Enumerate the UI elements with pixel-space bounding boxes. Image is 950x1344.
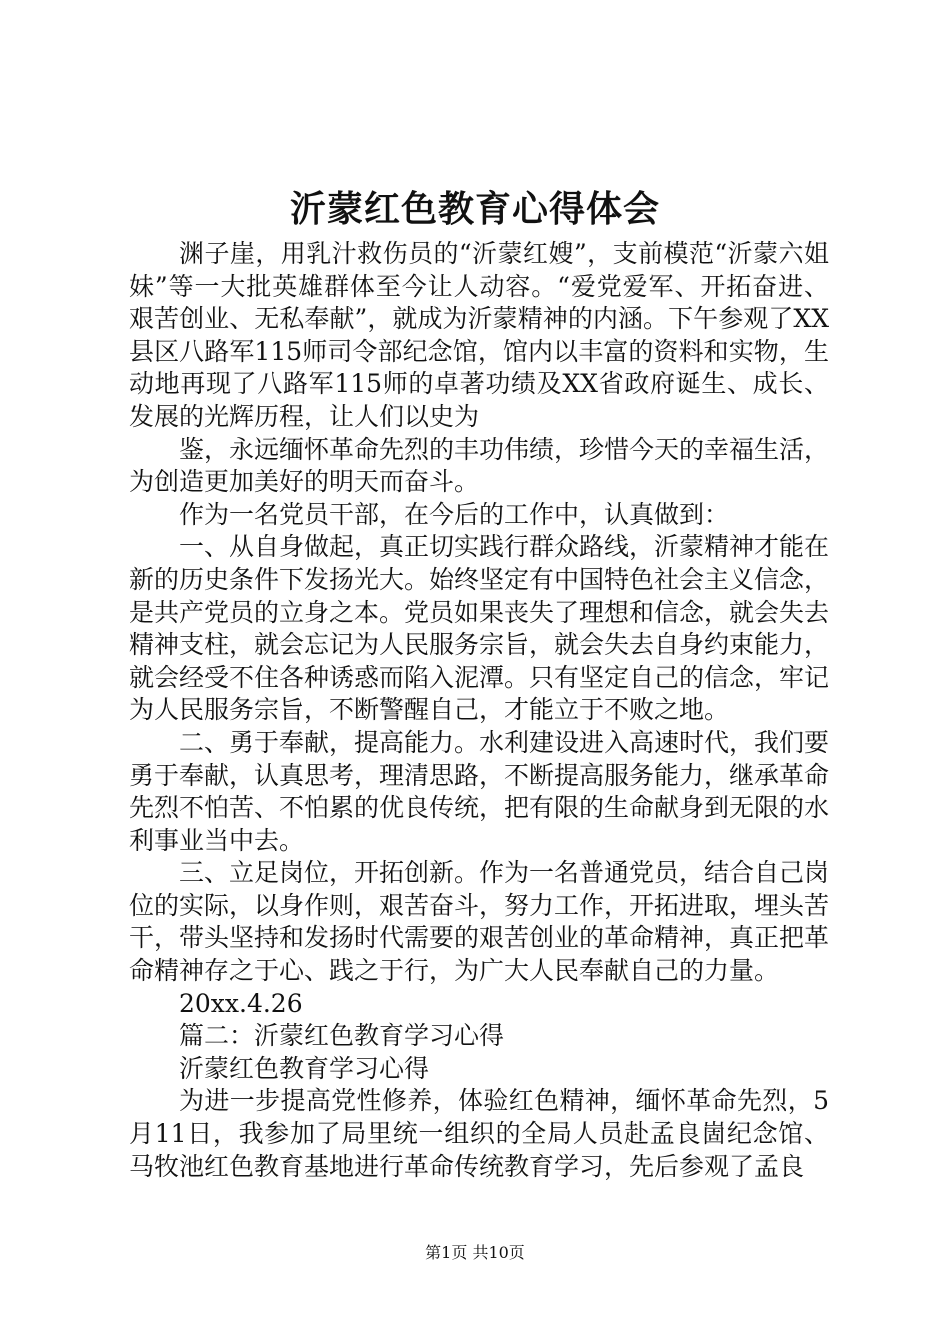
- paragraph: 为进一步提高党性修养，体验红色精神，缅怀革命先烈，5月11日，我参加了局里统一组织的全局人员赴孟良崮纪念馆、马牧池红色教育基地进行革命传统教育学习，先后参观了孟良: [129, 1086, 829, 1181]
- date-line: 20xx.4.26: [179, 988, 303, 1018]
- paragraph: 一、从自身做起，真正切实践行群众路线，沂蒙精神才能在新的历史条件下发扬光大。始终坚定有中国特色社会主义信念，是共产党员的立身之本。党员如果丧失了理想和信念，就会失去精神支柱，就会忘记为人民服务宗旨，就会失去自身约束能力，就会经受不住各种诱惑而陷入泥潭。只有坚定自己的信念，牢记为人民服务宗旨，不断警醒自己，才能立于不败之地。: [129, 532, 830, 725]
- document-body: [129, 238, 829, 1183]
- paragraph: 作为一名党员干部，在今后的工作中，认真做到：: [179, 499, 730, 529]
- section-heading: 篇二：沂蒙红色教育学习心得: [179, 1021, 505, 1051]
- section-subtitle: 沂蒙红色教育学习心得: [179, 1053, 430, 1083]
- paragraph: 渊子崖，用乳汁救伤员的“沂蒙红嫂”，支前模范“沂蒙六姐妹”等一大批英雄群体至今让人动容。“爱党爱军、开拓奋进、艰苦创业、无私奉献”，就成为沂蒙精神的内涵。下午参观了XX县区八路军115师司令部纪念馆，馆内以丰富的资料和实物，生动地再现了八路军115师的卓著功绩及XX省政府诞生、成长、发展的光辉历程，让人们以史为: [129, 239, 829, 431]
- document-title: 沂蒙红色教育心得体会: [289, 188, 660, 230]
- paragraph: 二、勇于奉献，提高能力。水利建设进入高速时代，我们要勇于奉献，认真思考，理清思路，不断提高服务能力，继承革命先烈不怕苦、不怕累的优良传统，把有限的生命献身到无限的水利事业当中去。: [129, 727, 830, 855]
- paragraph: 三、立足岗位，开拓创新。作为一名普通党员，结合自己岗位的实际，以身作则，艰苦奋斗，努力工作，开拓进取，埋头苦干，带头坚持和发扬时代需要的艰苦创业的革命精神，真正把革命精神存之于心、践之于行，为广大人民奉献自己的力量。: [129, 858, 830, 986]
- page-footer: 第1页 共10页: [425, 1243, 525, 1262]
- paragraph: 鉴，永远缅怀革命先烈的丰功伟绩，珍惜今天的幸福生活，为创造更加美好的明天而奋斗。: [129, 434, 830, 497]
